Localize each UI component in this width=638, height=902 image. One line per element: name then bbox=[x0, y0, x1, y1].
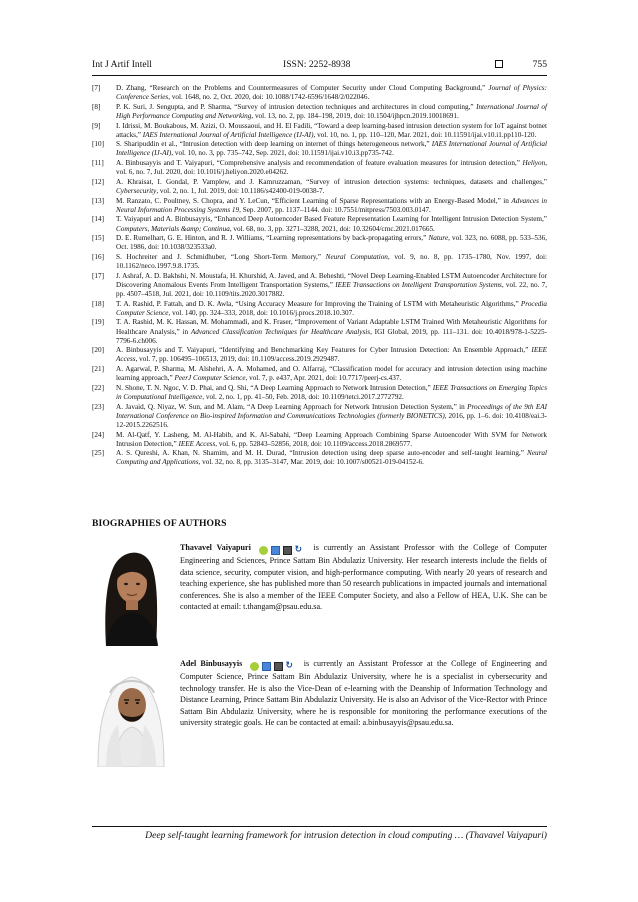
reference-text: A. Binbusayyis and T. Vaiyapuri, “Comprehensive analysis and recommendation of feature evaluation measures for intrusion detection,” bbox=[116, 159, 523, 168]
reference-text: A. Binbusayyis and T. Vaiyapuri, “Identifying and Benchmarking Key Features for Cyber Intrusion Detection: An Ensemble Approach,” bbox=[116, 346, 532, 355]
author-name: Adel Binbusayyis bbox=[180, 659, 243, 668]
reference-item bbox=[92, 365, 547, 383]
reference-number: [11] bbox=[92, 159, 104, 168]
reference-details: , vol. 1648, no. 2, Oct. 2020, doi: 10.1088/1742-6596/1648/2/022046. bbox=[168, 93, 370, 102]
reference-text: A. S. Qureshi, A. Khan, N. Shamim, and M. H. Durad, “Intrusion detection using deep sparse auto-encoder and self-taught learning,” bbox=[116, 449, 528, 458]
reference-item bbox=[92, 197, 547, 215]
reference-venue: IAES International Journal of Artificial Intelligence (IJ-AI) bbox=[116, 140, 547, 158]
reference-number: [21] bbox=[92, 365, 104, 374]
reference-text: J. Ashraf, A. D. Bakhshi, N. Moustafa, H. Khurshid, A. Javed, and A. Beheshti, “Novel Deep Learning-Enabled LSTM Autoencoder Architecture for Discovering Anomalous Events From Intelligent Transportation Systems,” bbox=[116, 271, 547, 289]
reference-text: N. Shone, T. N. Ngoc, V. D. Phai, and Q. Shi, “A Deep Learning Approach to Network Intrusion Detection,” bbox=[116, 383, 433, 392]
reference-number: [14] bbox=[92, 215, 104, 224]
issn: ISSN: 2252-8938 bbox=[283, 59, 351, 70]
author-photo-vaiyapuri bbox=[92, 542, 170, 646]
reference-venue: Proceedings of the 9th EAI International Conference on Bio-inspired Information and Communications Technologies (formerly BIONETICS) bbox=[116, 402, 547, 420]
profile-icons bbox=[250, 660, 297, 671]
reference-item bbox=[92, 159, 547, 177]
reference-text: A. Khraisat, I. Gondal, P. Vamplew, and J. Kamruzzaman, “Survey of intrusion detection systems: techniques, datasets and challenges,” bbox=[116, 177, 547, 186]
footer-rule bbox=[92, 826, 547, 827]
reference-venue: IAES International Journal of Artificial Intelligence (IJ-AI) bbox=[142, 130, 314, 139]
journal-name: Int J Artif Intell bbox=[92, 59, 152, 70]
author-portrait-image bbox=[92, 663, 170, 767]
reference-number: [15] bbox=[92, 234, 104, 243]
reference-text: I. Idrissi, M. Boukabous, M. Azizi, O. Moussaoui, and H. El Fadili, “Toward a deep learning-based intrusion detection system for IoT against botnet attacks,” bbox=[116, 121, 547, 139]
reference-venue: Heliyon bbox=[522, 159, 546, 168]
reference-text: S. Sharipuddin et al., “Intrusion detection with deep learning on internet of things heterogeneous network,” bbox=[116, 140, 432, 149]
reference-details: , Sep. 2007, pp. 1137–1144. doi: 10.7551/mitpress/7503.003.0147. bbox=[239, 205, 431, 214]
reference-item bbox=[92, 234, 547, 252]
reference-number: [12] bbox=[92, 177, 104, 186]
reference-item bbox=[92, 178, 547, 196]
reference-venue: Cybersecurity bbox=[116, 187, 157, 195]
reference-details: , vol. 323, no. 6088, pp. 533–536, Oct. 1986, doi: 10.1038/323533a0. bbox=[116, 234, 547, 252]
reference-text: P. K. Suri, J. Sengupta, and P. Sharma, “Survey of intrusion detection techniques and architectures in cloud computing,” bbox=[116, 102, 477, 111]
reference-number: [22] bbox=[92, 383, 104, 392]
reference-venue: International Journal of High Performance Computing and Networking bbox=[116, 102, 547, 120]
bio-paragraph-binbusayyis bbox=[180, 658, 547, 728]
reference-details: , vol. 7, p. e437, Apr. 2021, doi: 10.7717/peerj-cs.437. bbox=[245, 374, 402, 383]
reference-details: , vol. 13, no. 2, pp. 184–198, 2019, doi: 10.1504/ijhpcn.2019.10018691. bbox=[251, 111, 459, 120]
orcid-icon[interactable] bbox=[250, 662, 259, 671]
reference-details: , vol. 6, no. 7, Jul. 2020, doi: 10.1016/j.heliyon.2020.e04262. bbox=[116, 159, 547, 177]
reference-number: [9] bbox=[92, 121, 101, 130]
reference-details: , vol. 6, pp. 52843–52856, 2018, doi: 10.1109/access.2018.2869577. bbox=[215, 439, 413, 448]
reference-number: [18] bbox=[92, 299, 104, 308]
reference-venue: Journal of Physics: Conference Series bbox=[116, 84, 547, 102]
reference-number: [20] bbox=[92, 346, 104, 355]
page-header bbox=[92, 58, 547, 72]
reference-number: [13] bbox=[92, 196, 104, 205]
bio-paragraph-vaiyapuri bbox=[180, 542, 547, 612]
page-number: 755 bbox=[532, 59, 547, 70]
reference-item bbox=[92, 272, 547, 299]
scopus-icon[interactable] bbox=[274, 662, 283, 671]
reference-item bbox=[92, 431, 547, 449]
researcherid-icon[interactable]: ↻ bbox=[285, 660, 294, 671]
reference-details: , vol. 68, no. 3, pp. 3271–3288, 2021, doi: 10.32604/cmc.2021.017665. bbox=[229, 224, 435, 233]
reference-details: , vol. 7, pp. 106495–106513, 2019, doi: 10.1109/access.2019.2929487. bbox=[135, 355, 340, 364]
biographies-heading: BIOGRAPHIES OF AUTHORS bbox=[92, 518, 227, 529]
reference-venue: Neural Computation bbox=[325, 253, 388, 262]
reference-list bbox=[92, 84, 547, 468]
reference-number: [7] bbox=[92, 84, 101, 92]
reference-venue: IEEE Transactions on Emerging Topics in Computational Intelligence bbox=[116, 383, 547, 401]
bio-text: is currently an Assistant Professor at the College of Engineering and Computer Science, Prince Sattam Bin Abdulaziz University, where he is a specialist in cybersecurity and technology transfer. He is also the Vice-Dean of e-learning with the Deanship of Information Technology and Distance Learning, Prince Sattam Bin Abdulaziz University. He is also an Advisor of the Vice-Rector with Prince Sattam Bin Abdulaziz University, where he is responsible for monitoring the performance executions of the university strategic goals. He can be contacted at email: a.binbusayyis@psau.edu.sa. bbox=[180, 659, 548, 728]
reference-number: [17] bbox=[92, 271, 104, 280]
profile-icons bbox=[259, 544, 306, 555]
header-box-icon bbox=[495, 60, 503, 68]
orcid-icon[interactable] bbox=[259, 546, 268, 555]
reference-text: S. Hochreiter and J. Schmidhuber, “Long Short-Term Memory,” bbox=[116, 253, 326, 262]
researcherid-icon[interactable]: ↻ bbox=[294, 544, 303, 555]
reference-text: T. A. Rashid, M. K. Hassan, M. Mohammadi, and K. Fraser, “Improvement of Variant Adaptable LSTM Trained With Metaheuristic Algorithms for Healthcare Analysis,” in bbox=[116, 318, 547, 336]
reference-venue: Nature bbox=[428, 234, 449, 243]
author-portrait-image bbox=[92, 542, 170, 646]
reference-venue: PeerJ Computer Science bbox=[174, 374, 246, 383]
reference-item bbox=[92, 103, 547, 121]
reference-number: [24] bbox=[92, 430, 104, 439]
reference-venue: Advanced Classification Techniques for Healthcare Analysis bbox=[190, 327, 371, 336]
reference-item bbox=[92, 384, 547, 402]
reference-venue: Advances in Neural Information Processing Systems 19 bbox=[116, 196, 547, 214]
reference-item bbox=[92, 449, 547, 467]
reference-venue: IEEE Access bbox=[178, 439, 216, 448]
reference-details: , vol. 2, no. 1, Jul. 2019, doi: 10.1186/s42400-019-0038-7. bbox=[156, 187, 325, 195]
reference-details: , vol. 10, no. 1, pp. 110–120, Mar. 2021, doi: 10.11591/ijai.v10.i1.pp110-120. bbox=[313, 130, 537, 139]
reference-item bbox=[92, 253, 547, 271]
reference-number: [23] bbox=[92, 402, 104, 411]
reference-details: , vol. 10, no. 3, pp. 735–742, Sep. 2021, doi: 10.11591/ijai.v10.i3.pp735-742. bbox=[171, 149, 394, 158]
reference-venue: Computers, Materials &amp; Continua bbox=[116, 224, 230, 233]
scopus-icon[interactable] bbox=[283, 546, 292, 555]
reference-number: [19] bbox=[92, 318, 104, 327]
reference-item bbox=[92, 300, 547, 318]
reference-item bbox=[92, 84, 547, 102]
reference-number: [16] bbox=[92, 253, 104, 262]
author-name: Thavavel Vaiyapuri bbox=[180, 543, 251, 552]
bio-text: is currently an Assistant Professor with the College of Computer Engineering and Sciences, Prince Sattam Bin Abdulaziz University. Her research interests include the fields of data science, security, computer vision, and high-performance computing. With nearly 20 years of research and teaching experience, she has published more than 50 research publications in impacted journals and international conferences. She is also a member of the IEEE Computer Society, and also a Fellow of HEA, U.K. She can be contacted at email: t.thangam@psau.edu.sa. bbox=[180, 543, 548, 612]
reference-details: , 2016, pp. 1–6. doi: 10.4108/eai.3-12-2015.2262516. bbox=[116, 411, 547, 429]
reference-item bbox=[92, 403, 547, 430]
google-scholar-icon[interactable] bbox=[262, 662, 271, 671]
reference-text: T. Vaiyapuri and A. Binbusayyis, “Enhanced Deep Autoencoder Based Feature Representation Learning for Intelligent Intrusion Detection System,” bbox=[116, 215, 547, 224]
reference-text: T. A. Rashid, P. Fattah, and D. K. Awla, “Using Accuracy Measure for Improving the Training of LSTM with Metaheuristic Algorithms,” bbox=[116, 299, 521, 308]
reference-text: M. Al-Qatf, Y. Lasheng, M. Al-Habib, and K. Al-Sabahi, “Deep Learning Approach Combining Sparse Autoencoder With SVM for Network Intrusion Detection,” bbox=[116, 430, 547, 448]
reference-item bbox=[92, 346, 547, 364]
reference-number: [8] bbox=[92, 102, 101, 111]
author-photo-binbusayyis bbox=[92, 663, 170, 767]
reference-venue: IEEE Transactions on Intelligent Transportation Systems bbox=[335, 280, 502, 289]
running-footer: Deep self-taught learning framework for intrusion detection in cloud computing … (Thavavel Vaiyapuri) bbox=[145, 830, 547, 841]
reference-venue: Neural Computing and Applications bbox=[116, 449, 547, 467]
google-scholar-icon[interactable] bbox=[271, 546, 280, 555]
reference-text: D. Zhang, “Research on the Problems and Countermeasures of Computer Security under Cloud Computing Background,” bbox=[116, 84, 489, 92]
reference-details: , vol. 9, no. 8, pp. 1735–1780, Nov. 1997, doi: 10.1162/neco.1997.9.8.1735. bbox=[116, 253, 547, 271]
reference-item bbox=[92, 318, 547, 345]
reference-details: , vol. 22, no. 7, pp. 4507–4518, Jul. 2021, doi: 10.1109/tits.2020.3017882. bbox=[116, 280, 547, 298]
reference-text: A. Javaid, Q. Niyaz, W. Sun, and M. Alam, “A Deep Learning Approach for Network Intrusion Detection System,” in bbox=[116, 402, 468, 411]
header-rule bbox=[92, 75, 547, 76]
reference-item bbox=[92, 215, 547, 233]
reference-number: [10] bbox=[92, 140, 104, 149]
reference-details: , IGI Global, 2019, pp. 111–131. doi: 10.4018/978-1-5225-7796-6.ch006. bbox=[116, 327, 547, 345]
reference-item bbox=[92, 122, 547, 140]
reference-details: , vol. 140, pp. 324–333, 2018, doi: 10.1016/j.procs.2018.10.307. bbox=[168, 308, 354, 317]
reference-text: M. Ranzato, C. Poultney, S. Chopra, and Y. LeCun, “Efficient Learning of Sparse Representations with an Energy-Based Model,” in bbox=[116, 196, 512, 205]
reference-venue: Procedia Computer Science bbox=[116, 299, 547, 317]
reference-text: D. E. Rumelhart, G. E. Hinton, and R. J. Williams, “Learning representations by back-propagating errors,” bbox=[116, 234, 429, 243]
reference-details: , vol. 32, no. 8, pp. 3135–3147, Mar. 2019, doi: 10.1007/s00521-019-04152-6. bbox=[198, 458, 424, 467]
reference-venue: IEEE Access bbox=[116, 346, 547, 364]
reference-details: , vol. 2, no. 1, pp. 41–50, Feb. 2018, doi: 10.1109/tetci.2017.2772792. bbox=[202, 393, 404, 401]
reference-item bbox=[92, 140, 547, 158]
reference-text: A. Agarwal, P. Sharma, M. Alshehri, A. A. Mohamed, and O. Alfarraj, “Classification model for accuracy and intrusion detection using machine learning approach,” bbox=[116, 365, 547, 383]
reference-number: [25] bbox=[92, 449, 104, 458]
